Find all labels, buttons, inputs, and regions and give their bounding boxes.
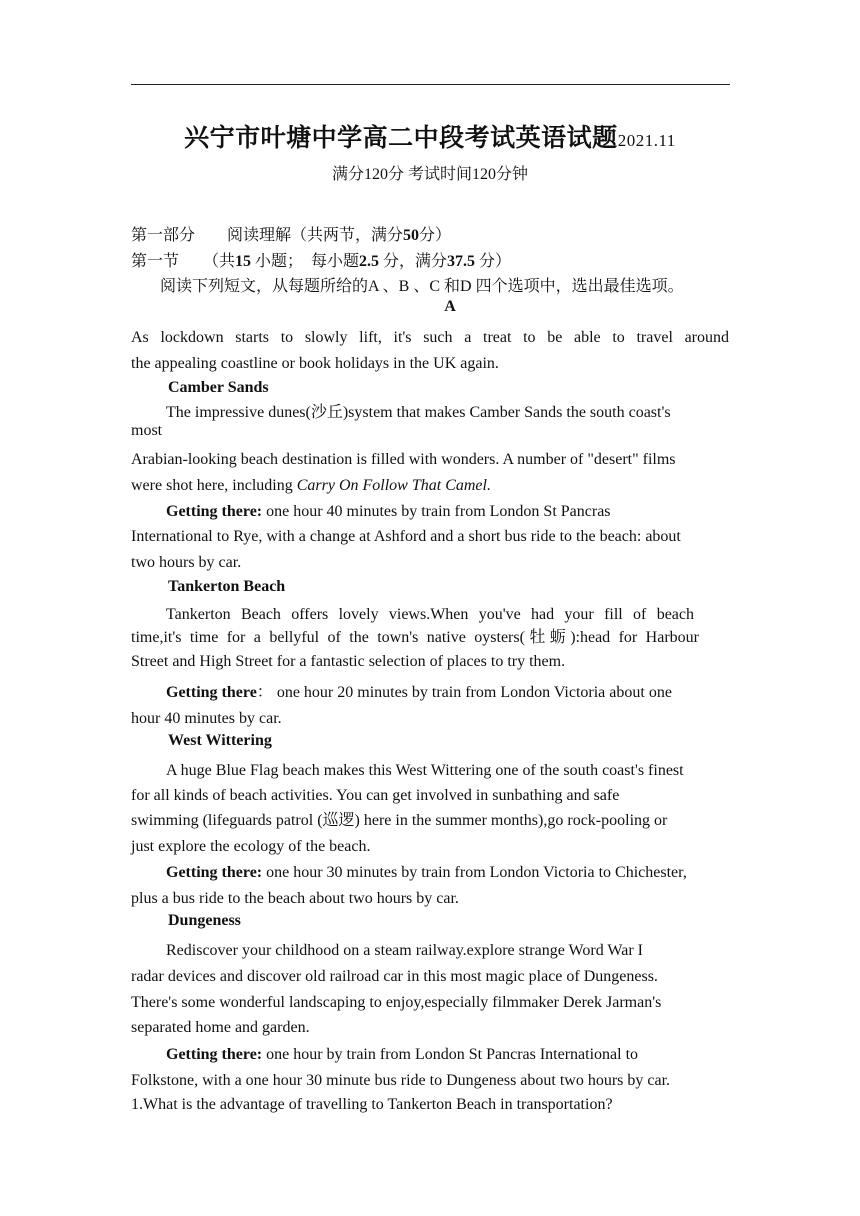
reading-instruction: 阅读下列短文，从每题所给的A 、B 、C 和D 四个选项中，选出最佳选项。 bbox=[160, 278, 684, 295]
west-getting-line-2: plus a bus ride to the beach about two hours by car. bbox=[131, 890, 459, 907]
camber-heading: Camber Sands bbox=[168, 379, 269, 396]
intro-line-2: the appealing coastline or book holidays in the UK again. bbox=[131, 355, 499, 372]
west-line-4: just explore the ecology of the beach. bbox=[131, 838, 371, 855]
dungeness-line-2: radar devices and discover old railroad car in this most magic place of Dungeness. bbox=[131, 968, 658, 985]
tankerton-getting-text: one hour 20 minutes by train from London Victoria about one bbox=[272, 684, 672, 701]
intro-line-1: As lockdown starts to slowly lift, it's such a treat to be able to travel around bbox=[131, 329, 729, 346]
west-heading: West Wittering bbox=[168, 732, 272, 749]
west-line-1: A huge Blue Flag beach makes this West Wittering one of the south coast's finest bbox=[166, 762, 684, 779]
part-heading bbox=[131, 222, 451, 245]
getting-there-label: Getting there bbox=[166, 684, 257, 701]
exam-subtitle: 满分120分 考试时间120分钟 bbox=[331, 166, 528, 183]
getting-there-colon: ： bbox=[256, 684, 273, 701]
camber-line-2: most bbox=[131, 422, 163, 439]
dungeness-line-1: Rediscover your childhood on a steam railway.explore strange Word War I bbox=[166, 942, 643, 959]
section-text-c: 小题； 每小题 bbox=[251, 253, 360, 270]
section-text-a: 第一节 （共 bbox=[131, 253, 236, 270]
tankerton-line-2: time,it's time for a bellyful of the town's native oysters(牡蛎):head for Harbour bbox=[131, 629, 699, 646]
title-year: 2021.11 bbox=[617, 131, 676, 150]
section-each-score: 2.5 bbox=[359, 253, 380, 270]
west-getting-line-1 bbox=[166, 860, 687, 886]
tankerton-getting-line-2: hour 40 minutes by car. bbox=[131, 710, 282, 727]
part-heading-text: 第一部分 阅读理解（共两节，满分 bbox=[131, 227, 404, 244]
title-text: 兴宁市叶塘中学高二中段考试英语试题 bbox=[184, 125, 618, 152]
dungeness-heading: Dungeness bbox=[168, 912, 241, 929]
getting-there-label: Getting there: bbox=[166, 864, 263, 881]
camber-getting-text: one hour 40 minutes by train from London St Pancras bbox=[262, 503, 611, 520]
section-text-g: 分） bbox=[475, 253, 512, 270]
getting-there-label: Getting there: bbox=[166, 503, 263, 520]
tankerton-heading: Tankerton Beach bbox=[168, 578, 286, 595]
camber-getting-line-1 bbox=[166, 499, 611, 525]
camber-getting-line-3: two hours by car. bbox=[131, 554, 242, 571]
west-getting-text: one hour 30 minutes by train from London Victoria to Chichester, bbox=[262, 864, 687, 881]
dungeness-line-3: There's some wonderful landscaping to enjoy,especially filmmaker Derek Jarman's bbox=[131, 994, 662, 1011]
dungeness-getting-line-2: Folkstone, with a one hour 30 minute bus ride to Dungeness about two hours by car. bbox=[131, 1072, 671, 1089]
part-heading-score: 50 bbox=[403, 227, 420, 244]
camber-line-4-text: were shot here, including bbox=[131, 477, 297, 494]
part-heading-end: 分） bbox=[419, 227, 452, 244]
west-line-3: swimming (lifeguards patrol (巡逻) here in the summer months),go rock-pooling or bbox=[131, 812, 668, 829]
camber-line-1: The impressive dunes(沙丘)system that makes Camber Sands the south coast's bbox=[166, 404, 671, 421]
film-title: Carry On Follow That Camel. bbox=[296, 477, 491, 494]
camber-line-3: Arabian-looking beach destination is filled with wonders. A number of "desert" films bbox=[131, 451, 676, 468]
dungeness-getting-text: one hour by train from London St Pancras International to bbox=[262, 1046, 639, 1063]
passage-label: A bbox=[444, 298, 456, 315]
tankerton-line-1: Tankerton Beach offers lovely views.When you've had your fill of beach bbox=[166, 606, 694, 623]
tankerton-line-3: Street and High Street for a fantastic selection of places to try them. bbox=[131, 653, 566, 670]
camber-line-4 bbox=[131, 473, 491, 499]
section-count: 15 bbox=[235, 253, 252, 270]
section-total-score: 37.5 bbox=[447, 253, 476, 270]
west-line-2: for all kinds of beach activities. You can get involved in sunbathing and safe bbox=[131, 787, 620, 804]
dungeness-getting-line-1 bbox=[166, 1042, 638, 1068]
section-heading bbox=[131, 248, 511, 271]
camber-getting-line-2: International to Rye, with a change at Ashford and a short bus ride to the beach: about bbox=[131, 528, 681, 545]
page-title bbox=[0, 118, 860, 154]
section-text-e: 分，满分 bbox=[379, 253, 448, 270]
header-rule bbox=[131, 84, 730, 85]
getting-there-label: Getting there: bbox=[166, 1046, 263, 1063]
question-1: 1.What is the advantage of travelling to Tankerton Beach in transportation? bbox=[131, 1096, 613, 1113]
tankerton-getting-line-1 bbox=[166, 680, 672, 706]
dungeness-line-4: separated home and garden. bbox=[131, 1019, 310, 1036]
